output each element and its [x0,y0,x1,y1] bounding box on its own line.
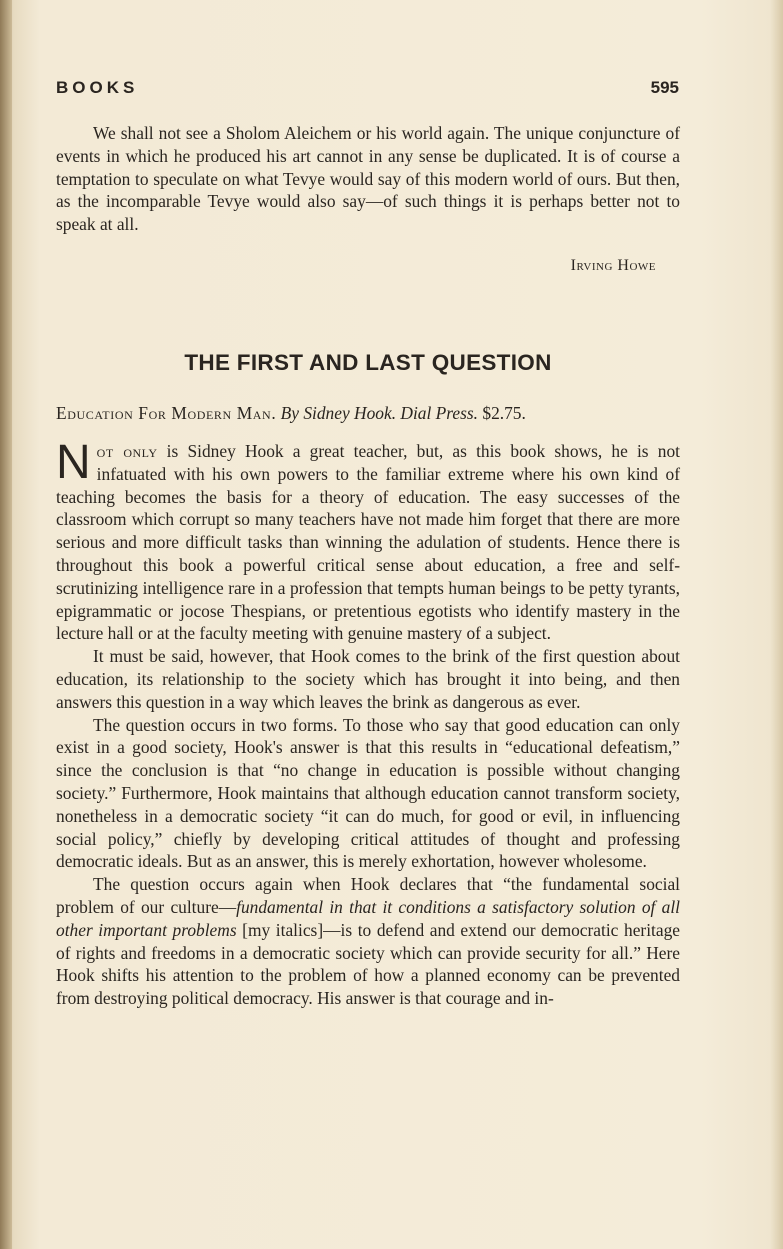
reviewer-signature: Irving Howe [570,257,656,274]
article-title: THE FIRST AND LAST QUESTION [184,350,552,375]
book-title: Education For Modern Man. [56,403,277,423]
paragraph-3: The question occurs in two forms. To those who say that good education can only exist in a good society, Hook's answer is that this results in “educational defeatism,” since the conclusion is that “no change in education is possible without changing society.” Furthermore, Hook maintains that although education cannot transform society, nonetheless in a democratic society “it can do much, for good or evil, in influencing social policy,” chiefly by developing critical attitudes of thought and professing democratic ideals. But as an answer, this is merely exhortation, however wholesome. [56,714,680,872]
section-label: BOOKS [56,78,139,97]
article-body [56,436,680,1010]
paragraph-1-text: is Sidney Hook a great teacher, but, as this book shows, he is not infatuated with his own powers to the familiar extreme where his own kind of teaching becomes the basis for a theory of education. The easy successes of the classroom which corrupt so many teachers have not made him forget that there are more serious and more difficult tasks than winning the adulation of students. Hence there is throughout this book a powerful critical sense about education, a free and self-scrutinizing intelligence rare in a profession that tempts human beings to be petty tyrants, epigrammatic or jocose Thespians, or pretentious egotists who identify mastery in the lecture hall or at the faculty meeting with genuine mastery of a subject. [56,441,680,644]
paragraph-4 [56,873,680,1010]
book-byline: By Sidney Hook. Dial Press. [280,403,479,423]
paragraph-2: It must be said, however, that Hook comes to the brink of the first question about education, its relationship to the society which has brought it into being, and then answers this question in a way which leaves the brink as dangerous as ever. [56,646,680,712]
paragraph-4-start: The question occurs again when Hook declares that “the fundamental social problem of our culture— [56,874,680,917]
book-citation [56,402,680,424]
running-head [56,78,679,102]
previous-review-ending [56,122,680,236]
paragraph-4-italic: fundamental in that it conditions a satisfactory solution of all other important problems [56,896,680,940]
book-price: $2.75. [482,403,526,423]
paragraph-1 [56,436,680,645]
opening-small-caps: ot only [96,441,158,461]
page-spine-shadow [0,0,12,1249]
page-number: 595 [650,78,679,97]
closing-paragraph: We shall not see a Sholom Aleichem or his world again. The unique conjuncture of events in which he produced his art cannot in any sense be duplicated. It is of course a temptation to speculate on what Tevye would say of this modern world of ours. But then, as the incomparable Tevye would also say—of such things it is perhaps better not to speak at all. [56,123,680,235]
paragraph-4-end: [my italics]—is to defend and extend our democratic heritage of rights and freedoms in a democratic society which can provide security for all.” Here Hook shifts his attention to the problem of how a planned economy can be prevented from destroying political democracy. His answer is that courage and in- [56,919,680,1009]
drop-cap: N [56,436,91,489]
